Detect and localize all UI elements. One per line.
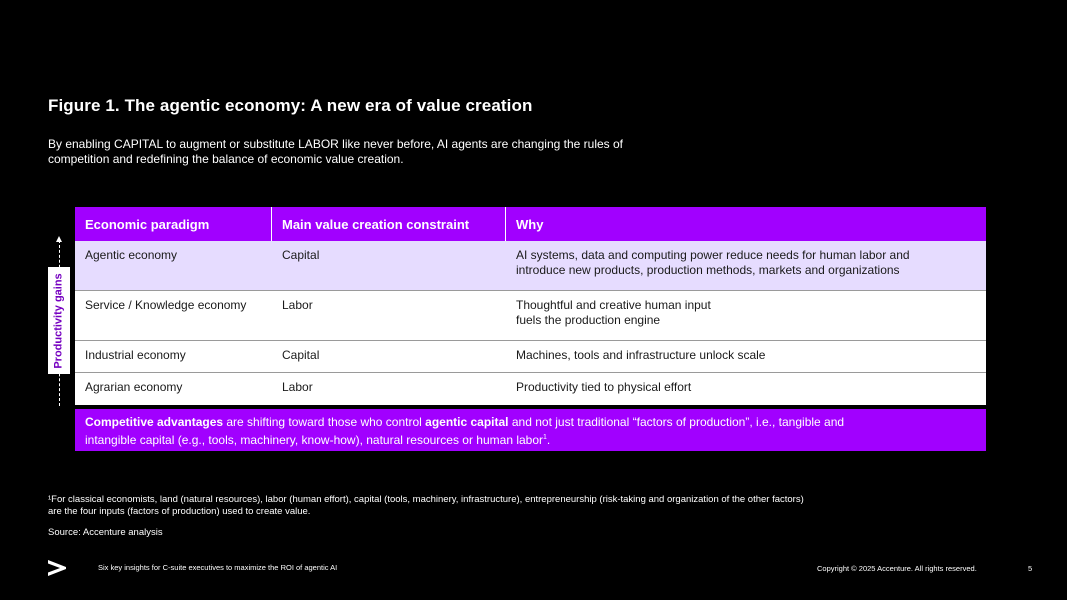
arrow-up-icon (56, 236, 62, 242)
band-bold-text: Competitive advantages (85, 415, 224, 429)
source-note: Source: Accenture analysis (48, 527, 163, 538)
table-row (75, 241, 986, 291)
why-line: fuels the production engine (516, 313, 661, 327)
constraint-cell: Capital (282, 348, 320, 362)
constraint-cell: Labor (282, 298, 313, 312)
constraint-cell: Labor (282, 380, 313, 394)
paradigm-cell: Agentic economy (85, 248, 178, 262)
economic-paradigm-table (75, 207, 986, 405)
subtitle-line: competition and redefining the balance of economic value creation. (48, 152, 404, 166)
header-value-constraint: Main value creation constraint (272, 207, 506, 241)
table-row (75, 373, 986, 405)
why-cell (506, 348, 986, 372)
paradigm-cell: Service / Knowledge economy (85, 298, 247, 312)
why-line: Thoughtful and creative human input (516, 298, 711, 312)
productivity-gains-label (48, 267, 70, 374)
why-line: Productivity tied to physical effort (516, 380, 692, 394)
accenture-logo-icon (48, 560, 66, 576)
footnote-line: are the four inputs (factors of production) used to create value. (48, 506, 311, 517)
productivity-gains-text: Productivity gains (53, 272, 66, 369)
table-row (75, 291, 986, 341)
table-header-row (75, 207, 986, 241)
footnote-line: ¹For classical economists, land (natural resources), labor (human effort), capital (tools, machinery, infrastructure), entrepreneurship (risk-taking and organization of the other factors) (48, 494, 804, 505)
paradigm-cell: Agrarian economy (85, 380, 183, 394)
why-cell (506, 380, 986, 405)
why-cell (506, 248, 986, 290)
page-number: 5 (1028, 564, 1033, 573)
band-text: are shifting toward those who control (223, 415, 426, 429)
why-line: AI systems, data and computing power reduce needs for human labor and (516, 248, 910, 262)
why-cell (506, 298, 986, 340)
why-line: introduce new products, production methods, markets and organizations (516, 263, 900, 277)
table-row (75, 341, 986, 373)
paradigm-cell: Industrial economy (85, 348, 186, 362)
footnote (48, 494, 948, 518)
constraint-cell: Capital (282, 248, 320, 262)
page-title: Figure 1. The agentic economy: A new era of value creation (48, 96, 533, 115)
competitive-advantage-band (75, 409, 986, 451)
band-text: intangible capital (e.g., tools, machinery, know-how), natural resources or human labor (85, 433, 544, 447)
band-bold-text: agentic capital (425, 415, 509, 429)
footer-copyright: Copyright © 2025 Accenture. All rights reserved. (817, 564, 977, 573)
footer-tagline: Six key insights for C-suite executives to maximize the ROI of agentic AI (98, 563, 338, 572)
why-line: Machines, tools and infrastructure unlock scale (516, 348, 766, 362)
page-subtitle (48, 137, 708, 167)
subtitle-line: By enabling CAPITAL to augment or substitute LABOR like never before, AI agents are changing the rules of (48, 137, 623, 151)
header-why: Why (516, 216, 544, 232)
band-text: and not just traditional “factors of production”, i.e., tangible and (508, 415, 845, 429)
header-economic-paradigm: Economic paradigm (75, 207, 272, 241)
band-text: . (546, 433, 551, 447)
footnote-marker: 1 (543, 434, 547, 441)
